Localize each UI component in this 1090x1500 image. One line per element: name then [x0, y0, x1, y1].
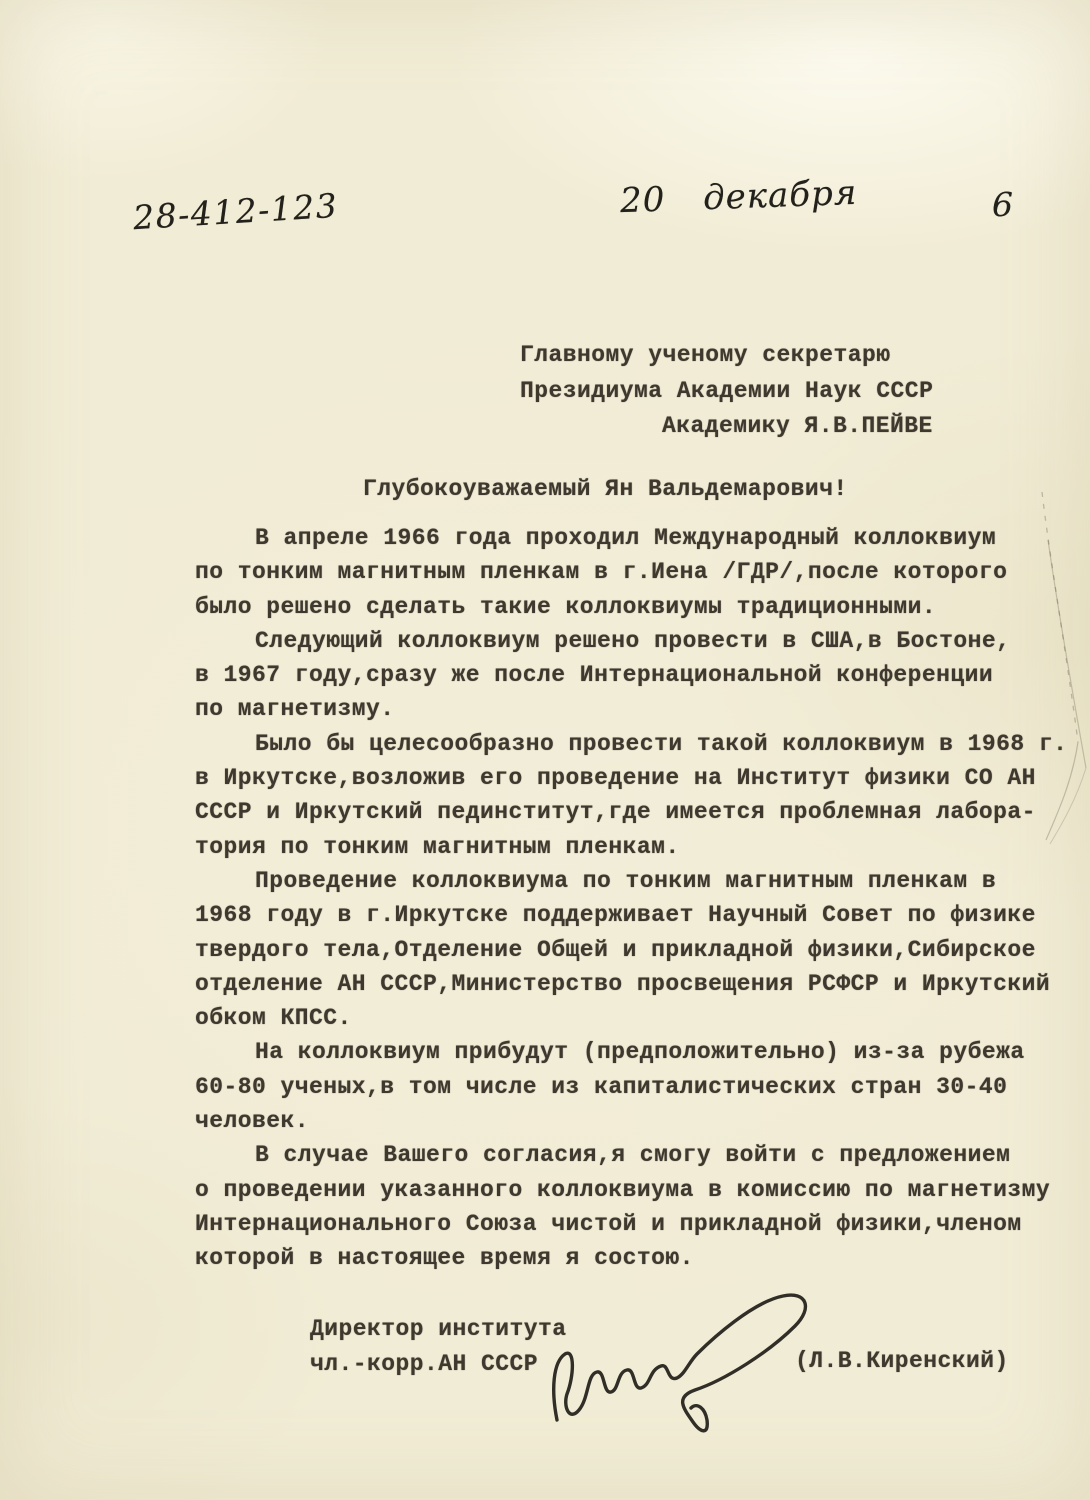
body-line: обком КПСС. — [195, 1005, 352, 1032]
body-line: было решено сделать такие коллоквиумы традиционными. — [195, 593, 937, 620]
paragraph — [195, 1138, 1075, 1275]
body-line: Интернационального Союза чистой и прикладной физики,членом — [195, 1210, 1022, 1237]
body-line: тория по тонким магнитным пленкам. — [195, 833, 680, 860]
body-line: человек. — [195, 1108, 310, 1135]
salutation: Глубокоуважаемый Ян Вальдемарович! — [363, 476, 848, 502]
body-line: в 1967 году,сразу же после Интернациональной конференции — [195, 662, 994, 689]
letter-body — [195, 521, 1075, 1276]
body-line: В апреле 1966 года проходил Международный коллоквиум — [255, 525, 997, 551]
signature-title: чл.-корр.АН СССР — [310, 1350, 539, 1377]
signature-title-block — [310, 1312, 567, 1381]
paragraph — [195, 521, 1075, 624]
body-line: Было бы целесообразно провести такой коллоквиум в 1968 г. — [255, 730, 1068, 757]
body-line: 60-80 ученых,в том числе из капиталистических стран 30-40 — [195, 1073, 1008, 1100]
signature-title: Директор института — [310, 1316, 567, 1342]
paragraph — [195, 727, 1075, 864]
signature-name: (Л.В.Киренский) — [795, 1348, 1009, 1374]
body-line: твердого тела,Отделение Общей и прикладной физики,Сибирское — [195, 936, 1036, 963]
recipient-block — [520, 338, 933, 445]
paragraph — [195, 624, 1075, 727]
recipient-line: Главному ученому секретарю — [520, 342, 891, 368]
body-line: Следующий коллоквиум решено провести в США,в Бостоне, — [255, 627, 1011, 654]
paragraph — [195, 864, 1075, 1035]
body-line: по магнетизму. — [195, 696, 395, 723]
body-line: В случае Вашего согласия,я смогу войти с предложением — [255, 1142, 1011, 1169]
handwritten-signature — [543, 1284, 823, 1448]
body-line: СССР и Иркутский пединститут,где имеется проблемная лабора- — [195, 799, 1036, 826]
body-line: по тонким магнитным пленкам в г.Иена /ГДР/,после которого — [195, 559, 1008, 586]
body-line: которой в настоящее время я состою. — [195, 1245, 694, 1272]
handwritten-page-number: 6 — [992, 185, 1013, 224]
body-line: в Иркутске,возложив его проведение на Институт физики СО АН — [195, 765, 1036, 792]
body-line: о проведении указанного коллоквиума в комиссию по магнетизму — [195, 1176, 1051, 1203]
body-line: отделение АН СССР,Министерство просвещения РСФСР и Иркутский — [195, 970, 1051, 997]
recipient-line: Президиума Академии Наук СССР — [520, 377, 934, 404]
recipient-line: Академику Я.В.ПЕЙВЕ — [662, 413, 933, 439]
body-line: Проведение коллоквиума по тонким магнитным пленкам в — [255, 867, 997, 894]
handwritten-date: 20 декабря — [619, 172, 858, 222]
handwritten-ref-number: 28-412-123 — [132, 185, 340, 238]
body-line: 1968 году в г.Иркутске поддерживает Научный Совет по физике — [195, 902, 1036, 929]
paragraph — [195, 1035, 1075, 1138]
body-line: На коллоквиум прибудут (предположительно) из-за рубежа — [255, 1039, 1025, 1066]
